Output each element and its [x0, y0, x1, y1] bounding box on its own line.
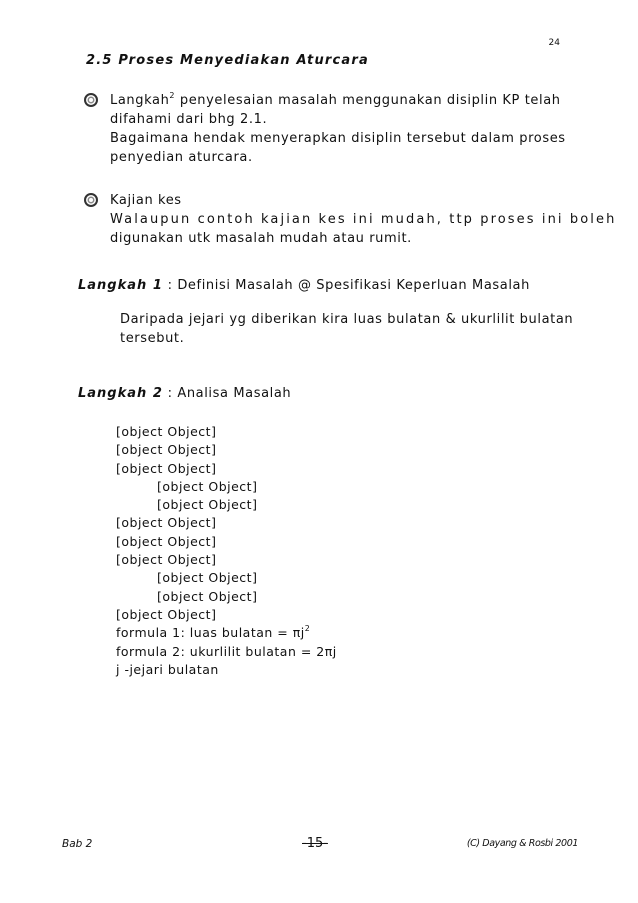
analysis-line: [object Object]: [116, 442, 217, 458]
formula-2: formula 2: ukurlilit bulatan = 2πj: [116, 643, 337, 659]
bullet-1-line-2: difahami dari bhg 2.1.: [110, 112, 268, 127]
bullet-1-line-4: penyedian aturcara.: [110, 150, 253, 165]
circle-bullet-icon: [84, 193, 98, 207]
analysis-line: [object Object]: [116, 460, 217, 476]
bullet-1-line-1: Langkah$^2$ penyelesaian masalah menggunakan disiplin KP telah: [110, 91, 561, 108]
step-1-title: : Definisi Masalah @ Spesifikasi Keperluan Masalah: [162, 278, 530, 293]
step-2-title: : Analisa Masalah: [162, 386, 292, 401]
step-2-label: Langkah 2: [78, 386, 163, 401]
step-1-body: [120, 310, 573, 348]
formula-legend: j -jejari bulatan: [116, 661, 219, 677]
analysis-line: [object Object]: [157, 570, 258, 586]
step-1-body-line-2: tersebut.: [120, 331, 185, 346]
footer-page-number: -15-: [302, 836, 328, 851]
bullet-2-text: [110, 191, 616, 248]
bullet-2-line-3: digunakan utk masalah mudah atau rumit.: [110, 231, 412, 246]
analysis-line: [object Object]: [116, 515, 217, 531]
bullet-1-text: [110, 91, 566, 167]
section-title: 2.5 Proses Menyediakan Aturcara: [86, 53, 369, 68]
formula-1: formula 1: luas bulatan = $\pi j^2$: [116, 624, 311, 641]
analysis-block: [116, 423, 337, 679]
step-2-heading: [78, 386, 291, 401]
analysis-line: [object Object]: [157, 497, 258, 513]
analysis-line: [object Object]: [116, 552, 217, 568]
analysis-line: [object Object]: [116, 606, 217, 622]
page-number: 24: [548, 38, 560, 48]
analysis-line: [object Object]: [157, 478, 258, 494]
step-1-body-line-1: Daripada jejari yg diberikan kira luas bulatan & ukurlilit bulatan: [120, 312, 574, 327]
step-1-heading: [78, 278, 530, 293]
footer-chapter: Bab 2: [62, 838, 93, 850]
bullet-2-line-2: Walaupun contoh kajian kes ini mudah, ttp proses ini boleh: [110, 212, 617, 227]
step-1-label: Langkah 1: [78, 278, 163, 293]
analysis-line: [object Object]: [157, 588, 258, 604]
circle-bullet-icon: [84, 93, 98, 107]
analysis-line: [object Object]: [116, 424, 217, 439]
bullet-1-line-3: Bagaimana hendak menyerapkan disiplin tersebut dalam proses: [110, 131, 566, 146]
footer-copyright: (C) Dayang & Rosbi 2001: [466, 838, 578, 849]
analysis-line: [object Object]: [116, 533, 217, 549]
bullet-2-line-1: Kajian kes: [110, 193, 182, 208]
